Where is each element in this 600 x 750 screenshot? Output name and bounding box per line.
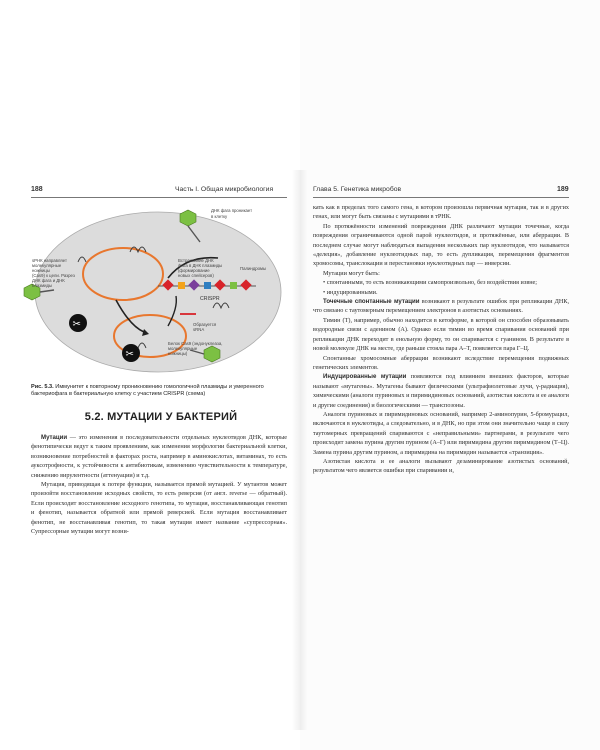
paragraph: Тимин (Т), например, обычно находится в кетоформе, в которой он способен образовывать водородные связи с аденином (А). Однако если тимин во время спаривания оснований при репликации ДНК переходит в енольную форму, то он спаривается с гуанином. В результате в новой молекуле ДНК на месте, где раньше стояла пара А–Т, появляется пара Г–Ц. bbox=[313, 316, 569, 353]
svg-text:плазмиды: плазмиды bbox=[32, 283, 53, 288]
svg-text:фага в ДНК плазмиды: фага в ДНК плазмиды bbox=[178, 263, 223, 268]
scissors-icon bbox=[122, 344, 140, 362]
paragraph: кать как в пределах того самого гена, в котором произошла первичная мутация, так и в других генах, или могут быть связаны с мутациями в тРНК. bbox=[313, 204, 569, 221]
paragraph: Спонтанные хромосомные аберрации возникают вследствие перемещения подвижных генетических элементов. bbox=[313, 354, 569, 371]
svg-text:ДНК фага проникает: ДНК фага проникает bbox=[211, 208, 253, 213]
crispr-figure bbox=[18, 200, 286, 376]
list-item: • спонтанными, то есть возникающими самопроизвольно, без воздействия извне; bbox=[323, 278, 569, 287]
section-title: 5.2. МУТАЦИИ У БАКТЕРИЙ bbox=[84, 411, 238, 423]
label-palindromes: Палиндромы bbox=[240, 266, 267, 271]
svg-text:ДНК фага и ДНК: ДНК фага и ДНК bbox=[32, 278, 65, 283]
svg-text:Встраивание ДНК: Встраивание ДНК bbox=[178, 258, 214, 263]
paragraph: Мутация, приводящая к потере функции, называется прямой мутацией. У мутантов может произойти восстановление исходных свойств, то есть реверсия (от англ. reverse — обратный). Если происходит восстановление исходного генотипа, то мутация, восстанавливающая генотип и фенотип, называется обратной или прямой реверсией. Если мутация восстанавливает фенотип, не восстанавливая генотип, то такая мутация имеет название «супрессорная». Супрессорные мутации могут возни- bbox=[31, 481, 287, 536]
paragraph: Аналоги пуриновых и пиримидиновых оснований, например 2-аминопурин, 5-бромурацил, включаются в нуклеотиды, а следовательно, и в ДНК, но при этом они значительно чаще в силу таутомерных превращений спариваются с «неправильными» партнерами, в результате чего происходит замена пурина другим пурином (А–Г) или пиримидина другим пиримидином (Т–Ц). Замена пурина другим пурином, а пиримидина на пиримидин называется «транзиция». bbox=[313, 410, 569, 456]
svg-text:Белок Cas9 (эндонуклеаза,: Белок Cas9 (эндонуклеаза, bbox=[168, 341, 223, 346]
right-running-head: Глава 5. Генетика микробов bbox=[313, 186, 402, 193]
svg-text:ножницы): ножницы) bbox=[168, 351, 188, 356]
figure-caption bbox=[31, 384, 287, 398]
svg-text:в клетку: в клетку bbox=[211, 214, 228, 219]
caption-label: Рис. 5.3. bbox=[31, 384, 54, 390]
paragraph: Мутации — это изменения в последовательности отдельных нуклеотидов ДНК, которые фенотипически ведут к таким проявлениям, как изменения морфологии бактериальной клетки, возникновение потребностей в факторах роста, например в аминокислотах, витаминах, то есть ауксотрофности, к устойчивости к антибиотикам, изменению чувствительности к температуре, снижению вирулентности (аттенуации) и т.д. bbox=[31, 434, 287, 479]
svg-text:(формирование: (формирование bbox=[178, 268, 210, 273]
svg-text:(Cas9) к цели. Разрез: (Cas9) к цели. Разрез bbox=[32, 273, 75, 278]
svg-text:sРНК направляет: sРНК направляет bbox=[32, 258, 67, 263]
svg-text:молекулярные: молекулярные bbox=[32, 263, 62, 268]
paragraph: Индуцированные мутации появляются под влиянием внешних факторов, которые называют «мутагены». Мутагены бывают физическими (ультрафиолетовые лучи, γ-радиация), химическими (аналоги пуриновых и пиримидиновых оснований, азотистая кислота и ее аналоги и другие соединения) и биологическими — транспозоны. bbox=[313, 373, 569, 409]
right-body-text bbox=[313, 203, 569, 476]
svg-text:sRNA: sRNA bbox=[193, 327, 205, 332]
right-header-rule bbox=[313, 197, 569, 198]
left-page-number: 188 bbox=[31, 186, 43, 193]
left-body-text bbox=[31, 433, 287, 536]
svg-text:✂: ✂ bbox=[72, 319, 81, 330]
svg-text:ножницы: ножницы bbox=[32, 268, 50, 273]
left-running-head: Часть I. Общая микробиология bbox=[175, 186, 274, 193]
paragraph: Мутации могут быть: bbox=[323, 269, 380, 277]
paragraph: По протяжённости изменений повреждения ДНК различают мутации точечные, когда повреждения ограничиваются одной парой нуклеотидов, и протяжённые, или аберрации. В последнем случае могут наблюдаться выпадения нескольких пар нуклеотидов, что называется «делеция», добавление нуклеотидных пар, то есть дупликация, перемещения фрагментов хромосомы, транслокации и перестановки нуклеотидных пар — инверсии. bbox=[313, 222, 569, 268]
paragraph: Точечные спонтанные мутации возникают в результате ошибок при репликации ДНК, что связано с таутомерным перемещением электронов в азотистых основаниях. bbox=[313, 298, 570, 315]
crispr-diagram bbox=[18, 200, 286, 376]
svg-text:молекулярные: молекулярные bbox=[168, 346, 198, 351]
crispr-label: CRISPR bbox=[200, 296, 220, 302]
bacterial-cell bbox=[35, 212, 281, 372]
list-item: • индуцированными. bbox=[323, 288, 569, 297]
left-header-rule bbox=[31, 197, 287, 198]
svg-text:✂: ✂ bbox=[125, 349, 134, 360]
paragraph: Азотистая кислота и ее аналоги вызывают дезаминирование азотистых оснований, результатом чего является ошибки при спаривании и, bbox=[313, 457, 569, 475]
mutation-list bbox=[313, 278, 569, 297]
right-page bbox=[300, 0, 600, 750]
right-page-number: 189 bbox=[557, 186, 569, 193]
caption-text: Иммунитет к повторному проникновению гомологичной плазмиды и умеренного бактериофага в бактериальную клетку с участием CRISPR (схема) bbox=[31, 384, 264, 398]
svg-text:Образуется: Образуется bbox=[193, 322, 217, 327]
label-dna-enters bbox=[211, 208, 252, 219]
book-gutter bbox=[292, 170, 308, 730]
scissors-icon bbox=[69, 314, 87, 332]
svg-text:новых спейсеров): новых спейсеров) bbox=[178, 273, 214, 278]
